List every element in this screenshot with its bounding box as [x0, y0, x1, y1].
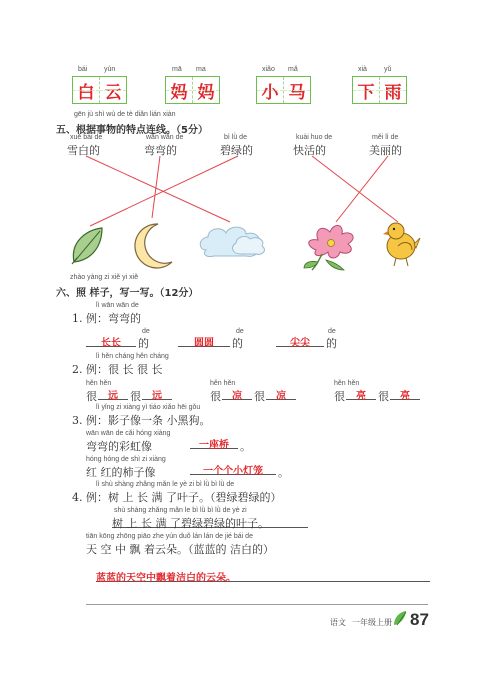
q4-task-pinyin: tiān kōng zhōng piāo zhe yún duǒ lán lán de jié bái de — [86, 533, 253, 540]
char-cell: 下 — [353, 77, 380, 103]
q3-line-prefix: 弯弯的彩虹像 — [86, 440, 152, 453]
q2-pinyin: lì hěn cháng hěn cháng — [96, 353, 169, 360]
sec5-word-py: bì lǜ de — [224, 134, 247, 141]
q2-answer-1a[interactable]: 远 — [98, 387, 128, 400]
q2-item-py: hěn hěn — [86, 380, 112, 387]
q4-answer[interactable]: 蓝蓝的天空中飘着洁白的云朵。 — [96, 569, 430, 582]
q3-answer-2[interactable]: 一个个小灯笼 — [190, 462, 276, 475]
q4-ex-sentence: 树 上 长 满 了碧绿碧绿的叶子。 — [112, 515, 308, 528]
sec5-word-py: měi lì de — [372, 134, 399, 141]
q2-answer-3b[interactable]: 亮 — [390, 387, 420, 400]
q3-line-prefix: 红 红的柿子像 — [86, 466, 156, 479]
sec5-word: 碧绿的 — [220, 144, 253, 157]
q2-answer-3a[interactable]: 亮 — [346, 387, 376, 400]
leaf-logo-icon — [392, 609, 408, 627]
match-line-snow-cloud — [86, 156, 230, 222]
match-lines — [86, 156, 398, 226]
q3-line-py: wān wān de cǎi hóng xiàng — [86, 430, 171, 437]
pinyin-xia: xià — [358, 66, 367, 73]
pinyin-xiao: xiǎo — [262, 66, 275, 73]
q1-pinyin: lì wān wān de — [96, 302, 139, 309]
pinyin-ma1: mā — [172, 66, 182, 73]
q2-word: 很 — [334, 390, 345, 403]
q2-word: 很 — [210, 390, 221, 403]
sec5-word: 美丽的 — [369, 144, 402, 157]
q4-task: 天 空 中 飘 着云朵。（蓝蓝的 洁白的） — [86, 543, 274, 556]
moon-icon — [135, 224, 172, 268]
match-line-happy-bird — [312, 156, 398, 222]
q2-answer-1b[interactable]: 远 — [142, 387, 172, 400]
q2-item-py: hěn hěn — [334, 380, 360, 387]
q2-example: 2. 例：很 长 很 长 — [72, 363, 163, 376]
sec5-word-py: wān wān de — [146, 134, 184, 141]
sec5-word: 弯弯的 — [144, 144, 177, 157]
q1-suffix: 的 — [138, 337, 149, 350]
cloud-icon — [200, 227, 264, 256]
sec5-word-py: kuài huo de — [296, 134, 333, 141]
sec5-word: 快活的 — [293, 144, 326, 157]
footer-subject: 语文 — [330, 618, 346, 627]
char-cell: 雨 — [380, 77, 406, 103]
char-cell: 白 — [73, 77, 100, 103]
flower-icon — [304, 225, 353, 270]
char-cell: 云 — [100, 77, 126, 103]
sec5-word-py: xuě bái de — [70, 134, 103, 141]
char-cell: 妈 — [193, 77, 219, 103]
q1-suffix: 的 — [232, 337, 243, 350]
char-cell: 小 — [257, 77, 284, 103]
q2-word: 很 — [254, 390, 265, 403]
q2-answer-2b[interactable]: 凉 — [266, 387, 296, 400]
q1-item-py: de — [236, 328, 244, 335]
q3-pinyin: lì yǐng zi xiàng yì tiáo xiǎo hēi gǒu — [96, 404, 201, 411]
pinyin-yun: yún — [104, 66, 116, 73]
pinyin-bai: bái — [78, 66, 88, 73]
q1-suffix: 的 — [326, 337, 337, 350]
q2-item-py: hěn hěn — [210, 380, 236, 387]
q4-ex-pinyin: shù shàng zhǎng mǎn le bì lǜ bì lǜ de yè zi — [114, 507, 247, 514]
pinyin-yu: yǔ — [384, 66, 392, 73]
leaf-icon — [72, 228, 102, 264]
q2-word: 很 — [130, 390, 141, 403]
sec6-pinyin: zhào yàng zi xiě yi xiě — [70, 274, 139, 281]
q1-answer-1[interactable]: 长长 — [86, 334, 136, 347]
q1-item-py: de — [328, 328, 336, 335]
q3-line-py: hóng hóng de shì zi xiàng — [86, 456, 166, 463]
q2-word: 很 — [378, 390, 389, 403]
page-number: 87 — [410, 610, 429, 629]
match-line-pretty-flower — [336, 156, 388, 222]
sec5-word: 雪白的 — [67, 144, 100, 157]
q3-line-suffix: 。 — [278, 466, 289, 479]
sec5-pinyin: gēn jù shì wù de tè diǎn lián xiàn — [74, 111, 176, 118]
bird-icon — [383, 223, 420, 266]
q2-answer-2a[interactable]: 凉 — [222, 387, 252, 400]
q3-example: 3. 例：影子像一条 小黑狗。 — [72, 414, 211, 427]
pinyin-ma3: mǎ — [288, 66, 298, 73]
q4-pinyin: lì shù shàng zhǎng mǎn le yè zi bì lǜ bì lǜ de — [96, 481, 235, 488]
q1-answer-3[interactable]: 尖尖 — [276, 334, 324, 347]
char-cell: 妈 — [166, 77, 193, 103]
pinyin-ma2: ma — [196, 66, 206, 73]
char-cell: 马 — [284, 77, 310, 103]
q3-answer-1[interactable]: 一座桥 — [190, 436, 238, 449]
q1-answer-2[interactable]: 圆圆 — [178, 334, 230, 347]
footer-divider — [86, 604, 428, 605]
sec5-title: 五、根据事物的特点连线。（5分） — [56, 125, 208, 136]
q1-item-py: de — [142, 328, 150, 335]
footer-grade: 一年级上册 — [352, 618, 392, 627]
q4-example: 4. 例：树 上 长 满 了叶子。（碧绿碧绿的） — [72, 491, 282, 504]
q2-word: 很 — [86, 390, 97, 403]
sec6-title: 六、照 样子，写一写。（12分） — [56, 288, 199, 299]
q3-line-suffix: 。 — [240, 440, 251, 453]
q1-example: 1. 例：弯弯的 — [72, 312, 141, 325]
